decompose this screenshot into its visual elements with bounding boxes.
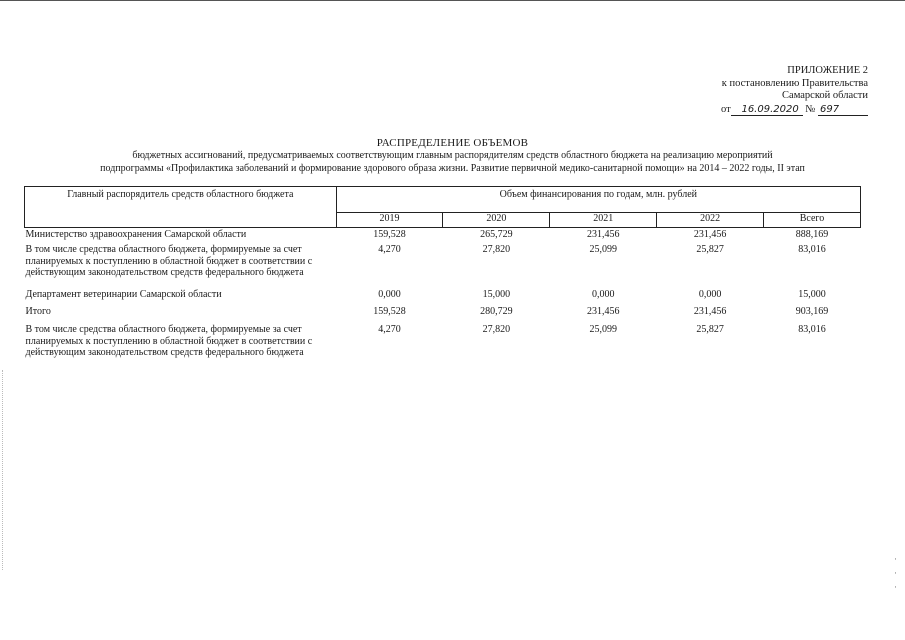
header-year-2019: 2019 bbox=[336, 213, 443, 228]
header-main-distributor: Главный распорядитель средств областного бюджета bbox=[25, 187, 337, 228]
appendix-region-line: Самарской области bbox=[782, 90, 868, 101]
cell-2022: 25,827 bbox=[696, 244, 724, 255]
row-label: Департамент ветеринарии Самарской области bbox=[25, 289, 222, 300]
table-row bbox=[25, 241, 861, 286]
cell-total: 83,016 bbox=[798, 244, 826, 255]
cell-2021: 25,099 bbox=[589, 244, 617, 255]
cell-2019: 0,000 bbox=[378, 289, 401, 300]
scan-mark: · bbox=[894, 555, 897, 565]
header-year-2020: 2020 bbox=[443, 213, 550, 228]
date-prefix: от bbox=[721, 103, 731, 115]
cell-2019: 159,528 bbox=[373, 306, 406, 317]
cell-2019: 4,270 bbox=[378, 244, 401, 255]
number-sign: № bbox=[805, 103, 816, 115]
cell-2020: 15,000 bbox=[482, 289, 511, 300]
cell-2020: 280,729 bbox=[480, 306, 513, 317]
scan-edge-mark bbox=[2, 370, 4, 570]
cell-2022: 231,456 bbox=[693, 229, 727, 240]
cell-2022: 0,000 bbox=[698, 289, 722, 300]
document-subtitle-line-1: бюджетных ассигнований, предусматриваемых соответствующим главным распорядителям средств областного бюджета на реализацию мероприятий bbox=[132, 150, 773, 161]
cell-2019: 4,270 bbox=[378, 324, 401, 335]
row-label: В том числе средства областного бюджета, формируемые за счет планируемых к поступлению в областной бюджет в соответствии с действующим законодательством средств федерального бюджета bbox=[25, 324, 313, 358]
handwritten-number: 697 bbox=[818, 104, 868, 116]
cell-total: 83,016 bbox=[798, 324, 826, 335]
appendix-resolution-line: к постановлению Правительства bbox=[721, 77, 868, 89]
document-title: РАСПРЕДЕЛЕНИЕ ОБЪЕМОВ bbox=[376, 137, 529, 149]
cell-2019: 159,528 bbox=[373, 229, 406, 240]
header-total: Всего bbox=[764, 213, 861, 228]
row-label: В том числе средства областного бюджета, формируемые за счет планируемых к поступлению в областной бюджет в соответствии с действующим законодательством средств федерального бюджета bbox=[25, 244, 313, 278]
appendix-order-line bbox=[721, 104, 868, 117]
table-row bbox=[25, 286, 861, 306]
cell-2020: 265,729 bbox=[480, 229, 513, 240]
cell-total: 888,169 bbox=[795, 229, 829, 240]
table-row bbox=[25, 322, 861, 364]
cell-2021: 0,000 bbox=[592, 289, 615, 300]
cell-2022: 231,456 bbox=[693, 306, 727, 317]
appendix-block bbox=[721, 65, 868, 116]
table-row bbox=[25, 228, 861, 242]
scan-mark: · bbox=[894, 569, 897, 579]
header-year-2022: 2022 bbox=[657, 213, 764, 228]
row-label: Итого bbox=[25, 306, 51, 317]
scan-mark: · bbox=[894, 583, 897, 593]
page-top-border bbox=[0, 0, 905, 1]
cell-2021: 25,099 bbox=[589, 324, 617, 335]
cell-2020: 27,820 bbox=[482, 324, 511, 335]
document-subtitle-line-2: подпрограммы «Профилактика заболеваний и формирование здорового образа жизни. Развитие первичной медико-санитарной помощи» на 2014 – 2022 годы, II этап bbox=[100, 162, 805, 174]
handwritten-date: 16.09.2020 bbox=[731, 104, 803, 116]
header-year-2021: 2021 bbox=[550, 213, 657, 228]
row-label: Министерство здравоохранения Самарской области bbox=[25, 229, 247, 240]
cell-total: 903,169 bbox=[795, 306, 829, 317]
appendix-title: ПРИЛОЖЕНИЕ 2 bbox=[787, 65, 868, 76]
cell-2021: 231,456 bbox=[587, 229, 620, 240]
table-row bbox=[25, 306, 861, 322]
cell-2020: 27,820 bbox=[482, 244, 511, 255]
cell-2021: 231,456 bbox=[587, 306, 620, 317]
cell-total: 15,000 bbox=[798, 289, 826, 300]
scan-artifacts bbox=[894, 553, 897, 595]
document-heading bbox=[0, 137, 905, 175]
cell-2022: 25,827 bbox=[696, 324, 724, 335]
header-financing-volume: Объем финансирования по годам, млн. рублей bbox=[336, 187, 860, 213]
table-header-row bbox=[25, 187, 861, 213]
budget-table bbox=[24, 186, 861, 364]
